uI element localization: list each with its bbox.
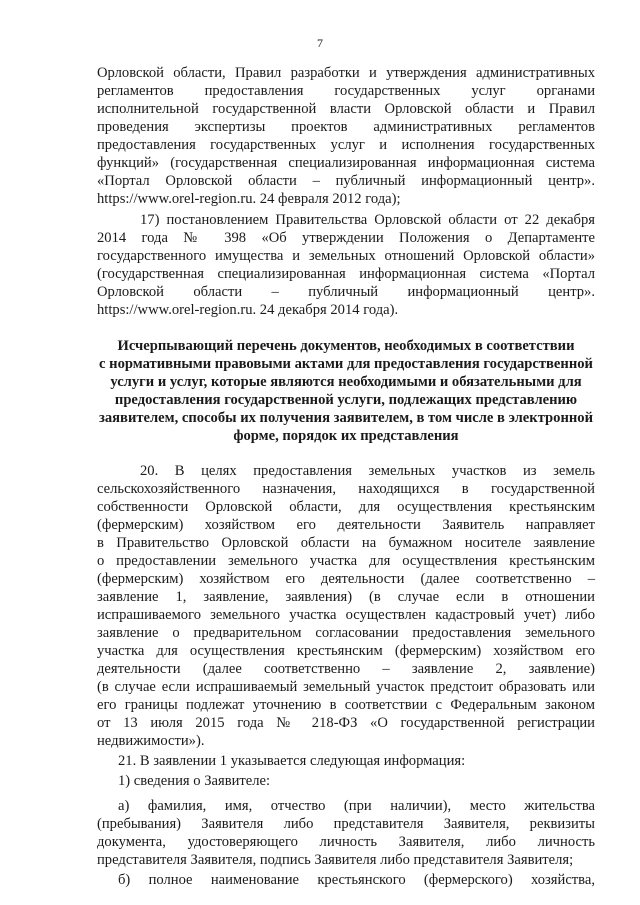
text-line: исполнительной государственной власти Орловской области и Правил — [97, 101, 595, 117]
section-heading: заявителем, способы их получения заявителем, в том числе в электронной — [99, 410, 593, 426]
section-heading: с нормативными правовыми актами для предоставления государственной — [99, 356, 593, 372]
text-line: заявление 1, заявление, заявления) (в случае если в отношении — [97, 589, 595, 605]
text-line: его границы подлежат уточнению в соответствии с Федеральным законом — [97, 697, 595, 713]
text-line: о предоставлении земельного участка для осуществления крестьянским — [97, 553, 595, 569]
text-line: предоставления государственных услуг и исполнения государственных — [97, 137, 595, 153]
text-line: (фермерским) хозяйством его деятельности (далее соответственно – — [97, 571, 595, 587]
text-line: от 13 июля 2015 года № 218-ФЗ «О государственной регистрации — [97, 715, 595, 731]
text-line: 2014 года № 398 «Об утверждении Положения о Департаменте — [97, 230, 595, 246]
text-line: https://www.orel-region.ru. 24 февраля 2012 года); — [97, 191, 401, 207]
text-line: (пребывания) Заявителя либо представителя Заявителя, реквизиты — [97, 816, 595, 832]
text-line: представителя Заявителя, подпись Заявителя либо представителя Заявителя; — [97, 852, 574, 868]
text-line: б) полное наименование крестьянского (фермерского) хозяйства, — [118, 872, 595, 888]
section-heading: Исчерпывающий перечень документов, необходимых в соответствии — [117, 338, 575, 354]
text-line: деятельности (далее соответственно – заявление 2, заявление) — [97, 661, 595, 677]
text-line: 20. В целях предоставления земельных участков из земель — [140, 463, 595, 479]
text-line: проведения экспертизы проектов административных регламентов — [97, 119, 595, 135]
text-line: 21. В заявлении 1 указывается следующая информация: — [118, 753, 466, 769]
text-line: участка для осуществления крестьянским (фермерским) хозяйством его — [97, 643, 595, 659]
page-number: 7 — [317, 36, 323, 50]
text-line: а) фамилия, имя, отчество (при наличии), место жительства — [118, 798, 595, 814]
section-heading: услуги и услуг, которые являются необходимыми и обязательными для — [110, 374, 582, 390]
text-line: заявление о предварительном согласовании предоставления земельного — [97, 625, 595, 641]
text-line: государственного имущества и земельных отношений Орловской области» — [97, 248, 595, 264]
section-heading: форме, порядок их представления — [233, 428, 459, 444]
text-line: 1) сведения о Заявителе: — [118, 773, 271, 789]
text-line: «Портал Орловской области – публичный информационный центр». — [97, 173, 595, 189]
text-line: Орловской области – публичный информационный центр». — [97, 284, 595, 300]
text-line: в Правительство Орловской области на бумажном носителе заявление — [97, 535, 595, 551]
section-heading: предоставления государственной услуги, подлежащих представлению — [114, 392, 578, 408]
text-line: испрашиваемого земельного участка осуществлен кадастровый учет) либо — [97, 607, 595, 623]
text-line: 17) постановлением Правительства Орловской области от 22 декабря — [140, 212, 595, 228]
text-line: (в случае если испрашиваемый земельный участок предстоит образовать или — [97, 679, 595, 695]
text-line: (государственная специализированная информационная система «Портал — [97, 266, 595, 282]
text-line: регламентов предоставления государственных услуг органами — [97, 83, 595, 99]
text-line: функций» (государственная специализированная информационная система — [97, 155, 595, 171]
text-line: https://www.orel-region.ru. 24 декабря 2014 года). — [97, 302, 399, 318]
text-line: Орловской области, Правил разработки и утверждения административных — [97, 65, 595, 81]
text-line: документа, удостоверяющего личность Заявителя, либо личность — [97, 834, 595, 850]
text-line: недвижимости»). — [97, 733, 205, 749]
text-line: сельскохозяйственного назначения, находящихся в государственной — [97, 481, 595, 497]
text-line: (фермерским) хозяйством его деятельности Заявитель направляет — [97, 517, 595, 533]
text-line: собственности Орловской области, для осуществления крестьянским — [97, 499, 595, 515]
